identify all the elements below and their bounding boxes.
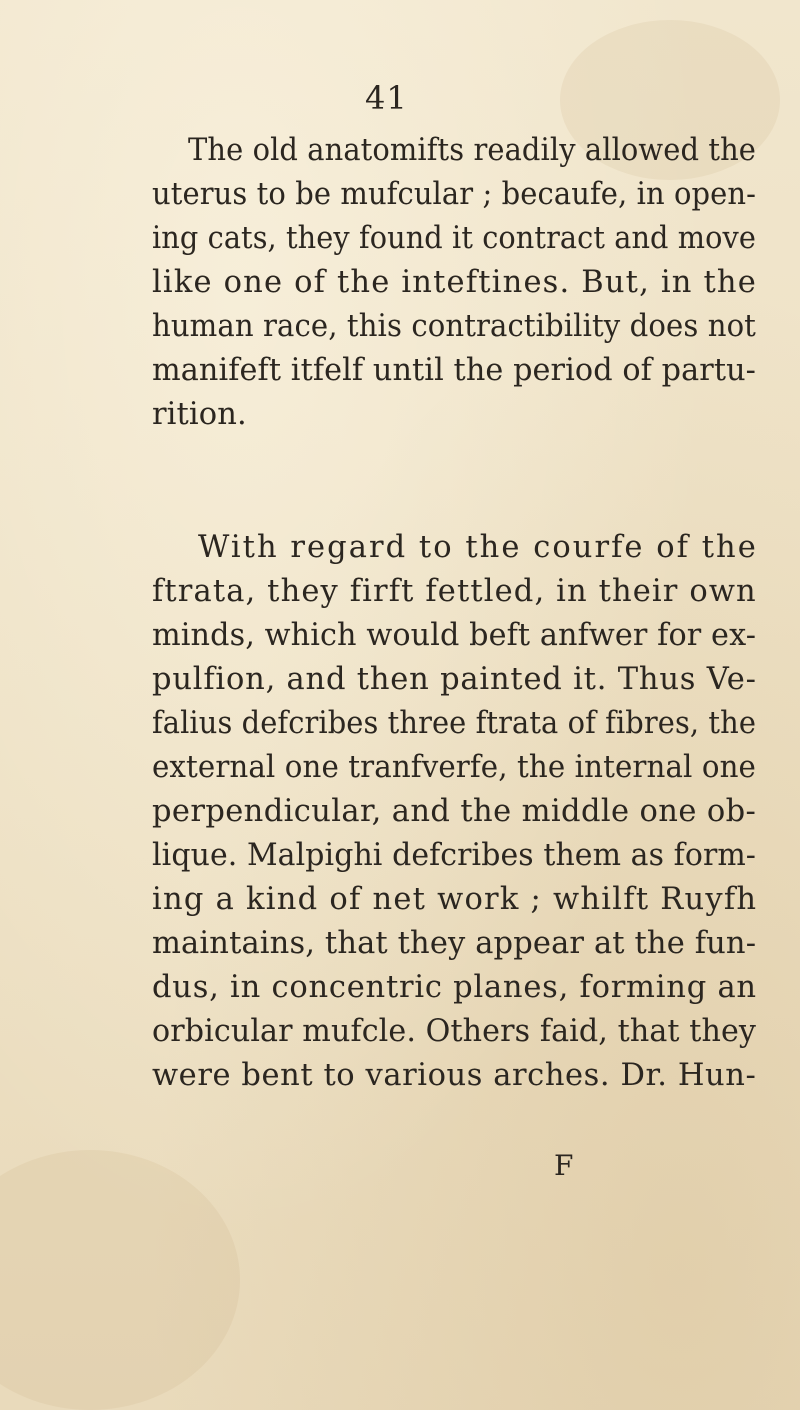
text-line: manifeft itfelf until the period of partu- [152,353,756,388]
text-line: uterus to be mufcular ; becaufe, in open- [152,177,757,212]
text-line: ftrata, they firft fettled, in their own [152,574,757,609]
text-line: falius defcribes three ftrata of fibres, the [152,706,757,741]
text-line: pulfion, and then painted it. Thus Ve- [152,662,757,697]
signature-mark: F [554,1149,574,1182]
text-line: lique. Malpighi defcribes them as form- [152,838,757,873]
page-number: 41 [365,79,408,117]
text-line: ing a kind of net work ; whilft Ruyfh [152,882,758,917]
text-line: were bent to various arches. Dr. Hun- [152,1058,757,1093]
paper-stain [0,1150,240,1410]
text-line: minds, which would beft anfwer for ex- [152,618,757,653]
text-line: The old anatomifts readily allowed the [188,133,757,168]
text-line: dus, in concentric planes, forming an [152,970,757,1005]
text-line: human race, this contractibility does not [152,309,756,344]
text-line: rition. [152,397,247,432]
text-line: external one tranfverfe, the internal one [152,750,756,785]
text-line: ing cats, they found it contract and move [152,221,757,256]
text-line: like one of the inteftines. But, in the [152,265,757,300]
text-line: orbicular mufcle. Others faid, that they [152,1014,757,1049]
text-line: With regard to the courfe of the [198,530,758,565]
text-line: perpendicular, and the middle one ob- [152,794,757,829]
text-line: maintains, that they appear at the fun- [152,926,757,961]
